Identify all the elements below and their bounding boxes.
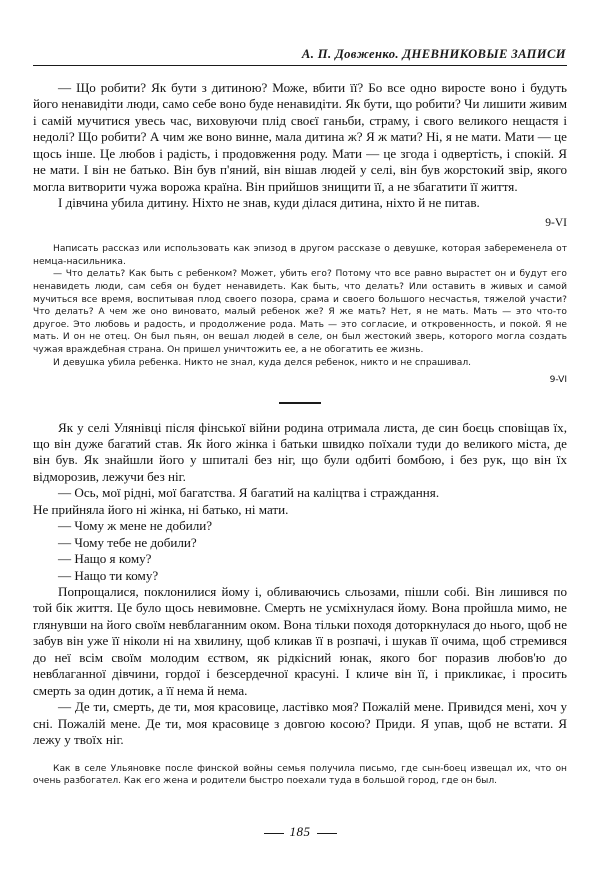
dialogue-line: — Нащо ти кому?	[58, 567, 159, 583]
ukrainian-section-first	[33, 80, 567, 212]
ukrainian-section-second	[33, 420, 567, 749]
russian-section-second	[33, 763, 567, 788]
date-mark: 9-VI	[545, 217, 567, 230]
folio-dash-left	[264, 833, 284, 834]
paragraph: И девушка убила ребенка. Никто не знал, куда делся ребенок, никто и не спрашивал.	[53, 357, 472, 368]
dialogue-line: — Чому ж мене не добили?	[58, 518, 213, 534]
paragraph: — Що робити? Як бути з дитиною? Може, вбити її? Бо все одно виросте воно і будуть його ненавидіти люди, само себе воно буде ненавидіти. Як бути, що робити? Чи лишити живим і самій мучитися увесь час, виховуючи плід своєї ганьби, страму, і свого великого нещастя і недолі? Що робити? А чим же воно винне, мала дитина ж? Я ж мати? Ні, я не мати. Мати — це щось інше. Це любов і радість, і продовження роду. Мати — це згода і одвертість, і спокій. Я не мати. І він не батько. Він був п'яний, він вішав людей у селі, він був жорстокий звір, якого могла витворити чужа ворожа країна. Він прийшов знищити її, а не збагатити її життя.	[33, 79, 567, 194]
dialogue-line: — Нащо я кому?	[58, 551, 152, 567]
dialogue-line: — Ось, мої рідні, мої багатства. Я багатий на каліцтва і страждання.	[58, 485, 440, 501]
dialogue-line: — Чому тебе не добили?	[58, 534, 197, 550]
folio	[0, 824, 600, 840]
russian-section-first	[33, 243, 567, 369]
running-head: А. П. Довженко. ДНЕВНИКОВЫЕ ЗАПИСИ	[301, 47, 566, 61]
paragraph: Не прийняла його ні жінка, ні батько, ні мати.	[33, 501, 289, 517]
date-mark: 9-VI	[549, 375, 567, 386]
dialogue-line: — Де ти, смерть, де ти, моя красовице, ластівко моя? Пожалій мене. Привидся мені, хоч у сні. Пожалій мене. Де ти, моя красовице з довгою косою? Приди. Я упав, щоб не встати. Я лежу у твоїх ніг.	[33, 699, 567, 748]
folio-dash-right	[317, 833, 337, 834]
paragraph: — Что делать? Как быть с ребенком? Может, убить его? Потому что все равно вырастет он и будут его ненавидеть люди, сам себя он будет ненавидеть. Как быть, что делать? Или оставить в живых и самой мучиться все время, воспитывая плод своего позора, срама и своего большого несчастья, тяжелой участи? Что делать? А чем же оно виновато, малый ребенок же? Я же мать? Нет, я не мать. Мать — это что-то другое. Это любовь и радость, и продолжение рода. Мать — это согласие, и откровенность, и покой. Я не мать. И он не отец. Он был пьян, он вешал людей в селе, он был жестокий зверь, которого могла создать чужая враждебная страна. Он пришел уничтожить ее, а не обогатить ее жизнь.	[33, 269, 567, 356]
paragraph: І дівчина убила дитину. Ніхто не знав, куди ділася дитина, ніхто й не питав.	[58, 195, 480, 211]
paragraph: Написать рассказ или использовать как эпизод в другом рассказе о девушке, которая забеременела от немца-насильника.	[33, 244, 567, 267]
paragraph: Попрощалися, поклонилися йому і, обливаючись сльозами, пішли собі. Він лишився по той бік життя. Це було щось невимовне. Смерть не усміхнулася йому. Вона пройшла мимо, не глянувши на його своїм невблаганним оком. Вона тільки походя доторкнулася до нього, щоб не забув він уже її ніколи ні на хвилину, щоб кликав її в розпачі, і шукав її очима, щоб стремився до неї всім своїм молодим єством, як рідкісний юнак, якого бог поразив любов'ю до невблаганної дівчини, гордої і безсердечної красуні. І кличе він її, і прикликає, і просить смерть за один дотик, а її нема й нема.	[33, 584, 567, 698]
paragraph: Как в селе Ульяновке после финской войны семья получила письмо, где сын-боец извещал их, что он очень разбогател. Как его жена и родители быстро поехали туда в большой город, где он был.	[33, 763, 567, 787]
page-number: 185	[289, 824, 311, 839]
paragraph: Як у селі Улянівці після фінської війни родина отримала листа, де син боєць сповіщав їх, що він дуже багатий став. Як його жінка і батьки швидко поїхали туди до великого міста, де він був. Як знайшли його у шпиталі без ніг, що були одбиті бомбою, і без рук, що він їх відморозив, лежучи без ніг.	[33, 419, 567, 484]
